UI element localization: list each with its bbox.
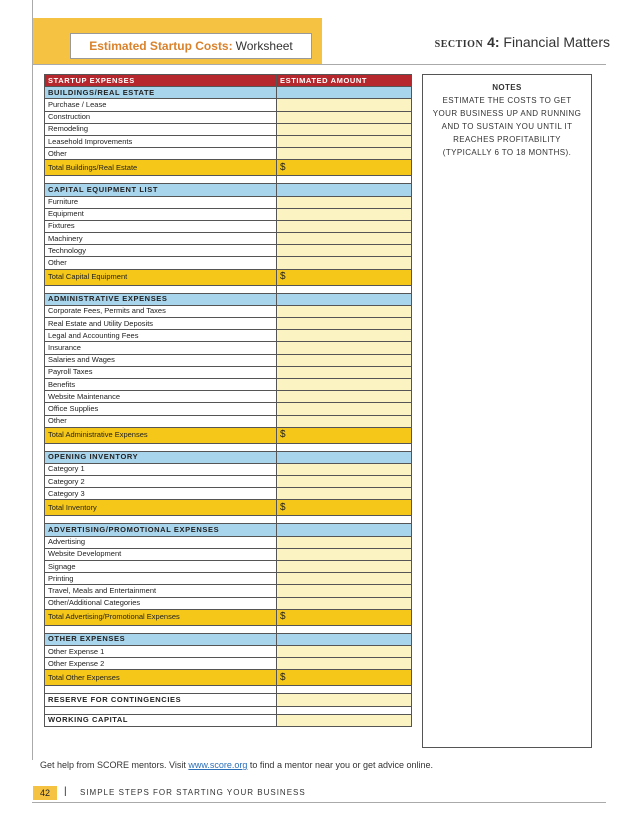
line-item-row-label: Website Development [45,548,277,560]
line-item-row-label: Corporate Fees, Permits and Taxes [45,305,277,317]
line-item-row [45,318,412,330]
line-item-row [45,658,412,670]
line-item-row-amount[interactable] [277,148,412,160]
line-item-row [45,585,412,597]
spacer-row-label [45,516,277,524]
category-row [45,524,412,536]
spacer-row-amount [277,706,412,714]
line-item-row-amount[interactable] [277,415,412,427]
line-item-row-amount[interactable] [277,233,412,245]
category-row-label: ADMINISTRATIVE EXPENSES [45,293,277,305]
line-item-row [45,573,412,585]
line-item-row [45,536,412,548]
line-item-row-label: Remodeling [45,123,277,135]
help-pre: Get help from SCORE mentors. Visit [40,760,189,770]
total-row-label: Total Administrative Expenses [45,427,277,443]
line-item-row [45,403,412,415]
total-row-amount[interactable]: $ [277,500,412,516]
line-item-row [45,415,412,427]
notes-body: ESTIMATE THE COSTS TO GET YOUR BUSINESS UP AND RUNNING AND TO SUSTAIN YOU UNTIL IT REACHES PROFITABILITY (TYPICALLY 6 TO 18 MONTHS). [432,96,582,157]
spacer-row-amount [277,516,412,524]
line-item-row [45,233,412,245]
line-item-row [45,548,412,560]
help-text [40,760,433,770]
line-item-row [45,305,412,317]
category-row [45,293,412,305]
total-row-amount[interactable]: $ [277,670,412,686]
total-row-label: Total Inventory [45,500,277,516]
line-item-row-amount[interactable] [277,645,412,657]
page-number: 42 [33,786,57,800]
line-item-row [45,488,412,500]
table-header [45,75,412,87]
line-item-row [45,366,412,378]
line-item-row-amount[interactable] [277,658,412,670]
line-item-row-amount[interactable] [277,476,412,488]
section-number: 4: [487,34,500,50]
category-row-label: ADVERTISING/PROMOTIONAL EXPENSES [45,524,277,536]
line-item-row-label: Payroll Taxes [45,366,277,378]
category-row [45,87,412,99]
total-row [45,160,412,176]
help-post: to find a mentor near you or get advice online. [247,760,434,770]
total-row [45,500,412,516]
line-item-row-label: Furniture [45,196,277,208]
total-row [45,609,412,625]
spacer-row-amount [277,625,412,633]
category-row-label: OPENING INVENTORY [45,451,277,463]
footer-rule [32,802,606,803]
reserve-row-amount[interactable] [277,694,412,706]
line-item-row-amount[interactable] [277,318,412,330]
line-item-row-label: Technology [45,245,277,257]
spacer-row-amount [277,443,412,451]
category-row-amount [277,87,412,99]
line-item-row-label: Travel, Meals and Entertainment [45,585,277,597]
spacer-row-label [45,706,277,714]
line-item-row-amount[interactable] [277,403,412,415]
line-item-row-amount[interactable] [277,330,412,342]
spacer-row [45,285,412,293]
category-row-label: BUILDINGS/REAL ESTATE [45,87,277,99]
line-item-row-label: Signage [45,561,277,573]
line-item-row-label: Equipment [45,208,277,220]
category-row [45,451,412,463]
line-item-row-amount[interactable] [277,463,412,475]
line-item-row [45,330,412,342]
spacer-row [45,625,412,633]
line-item-row-amount[interactable] [277,342,412,354]
startup-costs-table [44,74,412,727]
spacer-row [45,176,412,184]
spacer-row [45,686,412,694]
total-row-label: Total Capital Equipment [45,269,277,285]
line-item-row-amount[interactable] [277,123,412,135]
line-item-row-amount[interactable] [277,488,412,500]
total-row-amount[interactable]: $ [277,160,412,176]
spacer-row-label [45,625,277,633]
spacer-row-amount [277,176,412,184]
line-item-row-label: Purchase / Lease [45,99,277,111]
line-item-row-label: Other [45,415,277,427]
line-item-row-label: Other [45,148,277,160]
line-item-row-amount[interactable] [277,366,412,378]
category-row [45,633,412,645]
spacer-row-label [45,686,277,694]
line-item-row-label: Machinery [45,233,277,245]
line-item-row [45,208,412,220]
line-item-row [45,196,412,208]
line-item-row [45,391,412,403]
working-capital-row-amount[interactable] [277,714,412,726]
spacer-row-amount [277,285,412,293]
spacer-row-label [45,285,277,293]
line-item-row-amount[interactable] [277,536,412,548]
line-item-row-amount[interactable] [277,378,412,390]
line-item-row-label: Category 1 [45,463,277,475]
line-item-row-label: Website Maintenance [45,391,277,403]
line-item-row-label: Other [45,257,277,269]
line-item-row-amount[interactable] [277,585,412,597]
spacer-row-amount [277,686,412,694]
line-item-row [45,111,412,123]
line-item-row-amount[interactable] [277,354,412,366]
total-row-amount[interactable]: $ [277,609,412,625]
line-item-row [45,123,412,135]
line-item-row-amount[interactable] [277,196,412,208]
line-item-row-label: Advertising [45,536,277,548]
spacer-row [45,706,412,714]
line-item-row-amount[interactable] [277,548,412,560]
footer-separator: | [64,786,67,797]
line-item-row-label: Real Estate and Utility Deposits [45,318,277,330]
category-row [45,184,412,196]
line-item-row [45,99,412,111]
reserve-row [45,694,412,706]
table-header-label: STARTUP EXPENSES [45,75,277,87]
line-item-row [45,220,412,232]
line-item-row-amount[interactable] [277,257,412,269]
category-row-amount [277,184,412,196]
spacer-row [45,516,412,524]
section-label: SECTION [434,39,484,50]
line-item-row-label: Fixtures [45,220,277,232]
line-item-row-label: Legal and Accounting Fees [45,330,277,342]
line-item-row-amount[interactable] [277,305,412,317]
category-row-amount [277,451,412,463]
line-item-row-label: Insurance [45,342,277,354]
line-item-row-amount[interactable] [277,99,412,111]
total-row-amount[interactable]: $ [277,427,412,443]
line-item-row-label: Leasehold Improvements [45,135,277,147]
line-item-row-label: Category 3 [45,488,277,500]
line-item-row-label: Office Supplies [45,403,277,415]
line-item-row-amount[interactable] [277,208,412,220]
line-item-row-amount[interactable] [277,220,412,232]
notes-box [422,74,592,748]
footer-text: SIMPLE STEPS FOR STARTING YOUR BUSINESS [80,788,306,797]
working-capital-row-label: WORKING CAPITAL [45,714,277,726]
line-item-row-label: Benefits [45,378,277,390]
line-item-row [45,245,412,257]
section-title: Financial Matters [503,34,610,50]
working-capital-row [45,714,412,726]
notes-title: NOTES [492,83,522,92]
spacer-row-label [45,443,277,451]
category-row-amount [277,524,412,536]
line-item-row [45,354,412,366]
line-item-row-label: Other Expense 2 [45,658,277,670]
line-item-row [45,645,412,657]
category-row-label: CAPITAL EQUIPMENT LIST [45,184,277,196]
score-link[interactable]: www.score.org [188,760,248,770]
spacer-row-label [45,176,277,184]
line-item-row [45,561,412,573]
line-item-row-amount[interactable] [277,245,412,257]
line-item-row-label: Construction [45,111,277,123]
total-row-label: Total Buildings/Real Estate [45,160,277,176]
title-colored: Estimated Startup Costs: [89,39,233,53]
line-item-row [45,476,412,488]
line-item-row [45,463,412,475]
reserve-row-label: RESERVE FOR CONTINGENCIES [45,694,277,706]
total-row-label: Total Other Expenses [45,670,277,686]
line-item-row-label: Salaries and Wages [45,354,277,366]
category-row-amount [277,293,412,305]
total-row [45,269,412,285]
line-item-row-label: Printing [45,573,277,585]
line-item-row-amount[interactable] [277,597,412,609]
line-item-row [45,135,412,147]
total-row [45,670,412,686]
title-plain: Worksheet [235,39,293,53]
line-item-row-amount[interactable] [277,573,412,585]
line-item-row-amount[interactable] [277,111,412,123]
table-header-amount: ESTIMATED AMOUNT [277,75,412,87]
line-item-row [45,342,412,354]
category-row-label: OTHER EXPENSES [45,633,277,645]
line-item-row-amount[interactable] [277,135,412,147]
spacer-row [45,443,412,451]
category-row-amount [277,633,412,645]
total-row [45,427,412,443]
line-item-row [45,597,412,609]
line-item-row-amount[interactable] [277,391,412,403]
line-item-row-label: Other Expense 1 [45,645,277,657]
total-row-label: Total Advertising/Promotional Expenses [45,609,277,625]
line-item-row [45,257,412,269]
line-item-row [45,378,412,390]
line-item-row-amount[interactable] [277,561,412,573]
line-item-row [45,148,412,160]
line-item-row-label: Category 2 [45,476,277,488]
total-row-amount[interactable]: $ [277,269,412,285]
line-item-row-label: Other/Additional Categories [45,597,277,609]
